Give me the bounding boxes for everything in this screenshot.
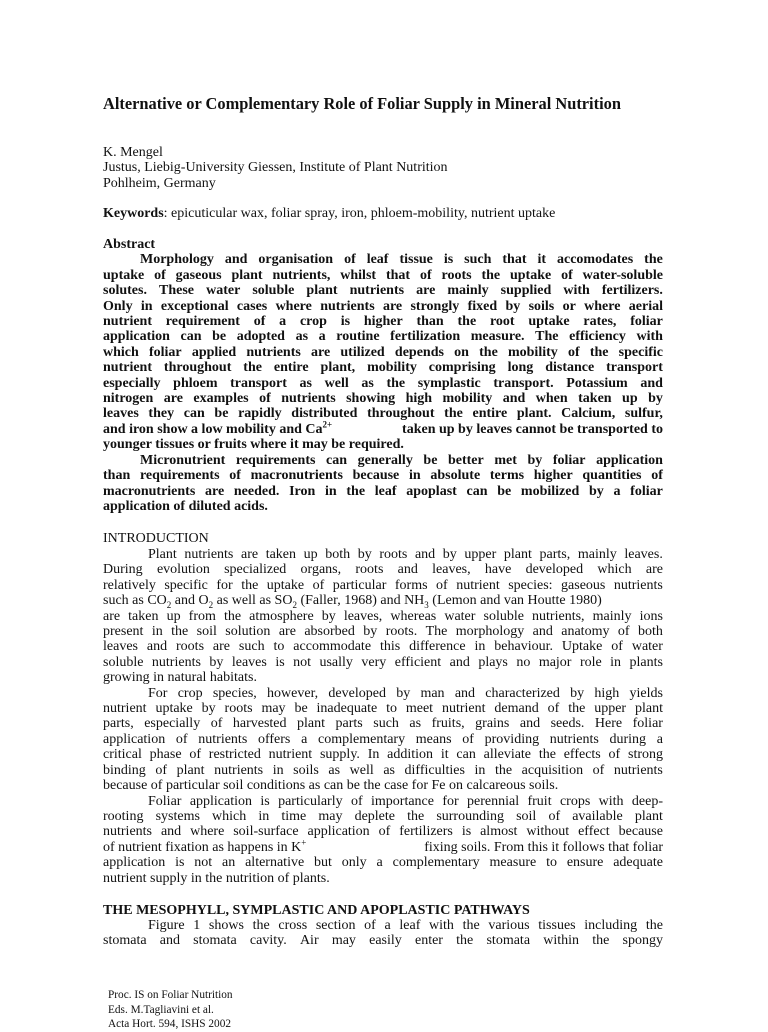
abstract-line: solutes. These water soluble plant nutrients are mainly supplied with fertilizers. <box>103 283 663 299</box>
section2-text <box>103 918 663 949</box>
intro-line: Foliar application is particularly of importance for perennial fruit crops with deep- <box>148 793 663 809</box>
intro-line: relatively specific for the uptake of particular forms of nutrient species: gaseous nutrients <box>103 577 663 593</box>
intro-line: parts, especially of harvested plant parts such as fruits, grains and seeds. Here foliar <box>103 716 663 732</box>
intro-line: nutrient uptake by roots may be inadequate to meet nutrient demand of the upper plant <box>103 701 663 717</box>
intro-line: present in the soil solution are absorbed by roots. The morphology and anatomy of both <box>103 624 663 640</box>
section2-heading: THE MESOPHYLL, SYMPLASTIC AND APOPLASTIC PATHWAYS <box>103 903 530 918</box>
intro-line: application of nutrients offers a complementary means of providing nutrients during a <box>103 731 663 747</box>
intro-line: rooting systems which in time may deplete the surrounding soil of available plant <box>103 808 663 824</box>
abstract-heading: Abstract <box>103 237 156 252</box>
intro-line: During evolution specialized organs, roots and leaves, have developed which are <box>103 562 663 578</box>
introduction-heading: INTRODUCTION <box>103 531 209 546</box>
section2-line: stomata and stomata cavity. Air may easily enter the stomata within the spongy <box>103 933 663 949</box>
author-block <box>103 145 663 191</box>
keywords-line <box>103 206 663 221</box>
section2-line: Figure 1 shows the cross section of a leaf with the various tissues including the <box>148 918 663 933</box>
intro-line: nutrients and where soil-surface application of fertilizers is almost without effect because <box>103 824 663 840</box>
author: K. Mengel <box>103 145 163 160</box>
intro-line-gases: such as $CO_2$ and $O_2$ as well as $SO_2$ (Faller, 1968) and $NH_3$ (Lemon and van Houtte 1980) <box>103 593 602 611</box>
abstract-line: leaves they can be rapidly distributed throughout the entire plant. Calcium, sulfur, <box>103 406 663 422</box>
abstract-line: uptake of gaseous plant nutrients, whilst that of roots the uptake of water-soluble <box>103 267 663 283</box>
abstract-line: macronutrients are needed. Iron in the leaf apoplast can be mobilized by a foliar <box>103 483 663 499</box>
abstract-line: Only in exceptional cases where nutrients are strongly fixed by soils or where aerial <box>103 298 663 314</box>
abstract-line: application can be adopted as a routine fertilization measure. The efficiency with <box>103 329 663 345</box>
abstract-line: nitrogen are examples of nutrients showing high mobility and when taken up by <box>103 391 663 407</box>
intro-line: soluble nutrients by leaves is not usally very efficient and plays no major role in plants <box>103 654 663 670</box>
footer-citation <box>108 988 233 1032</box>
intro-line: leaves and roots are such to accommodate this difference in behaviour. Uptake of water <box>103 639 663 655</box>
abstract-line: Micronutrient requirements can generally be better met by foliar application <box>140 452 663 468</box>
abstract <box>103 237 663 514</box>
intro-line: Plant nutrients are taken up both by roots and by upper plant parts, mainly leaves. <box>148 547 663 562</box>
keywords-text: : epicuticular wax, foliar spray, iron, phloem-mobility, nutrient uptake <box>163 206 556 221</box>
intro-line-potassium: of nutrient fixation as happens in K+ fixing soils. From this it follows that foliar <box>103 837 663 855</box>
footer-line: Eds. M.Tagliavini et al. <box>108 1003 214 1016</box>
intro-line: critical phase of restricted nutrient supply. In addition it can alleviate the effects of strong <box>103 747 663 763</box>
abstract-line: especially phloem transport as well as the symplastic transport. Potassium and <box>103 375 663 391</box>
intro-line: For crop species, however, developed by man and characterized by high yields <box>148 685 663 701</box>
abstract-line: younger tissues or fruits where it may be required. <box>103 437 404 453</box>
intro-line: nutrient supply in the nutrition of plants. <box>103 870 330 886</box>
location: Pohlheim, Germany <box>103 175 216 191</box>
abstract-line: than requirements of macronutrients because in absolute terms higher quantities of <box>103 468 663 484</box>
abstract-line: application of diluted acids. <box>103 498 268 514</box>
paper-title: Alternative or Complementary Role of Foliar Supply in Mineral Nutrition <box>103 94 621 113</box>
abstract-line: nutrient requirement of a crop is higher than the root uptake rates, foliar <box>103 314 663 330</box>
abstract-line: Morphology and organisation of leaf tissue is such that it accomodates the <box>140 252 663 268</box>
introduction <box>103 547 663 886</box>
intro-line: because of particular soil conditions as can be the case for Fe on calcareous soils. <box>103 778 559 794</box>
intro-line: binding of plant nutrients in soils as well as difficulties in the acquisition of nutrients <box>103 762 663 778</box>
intro-line: are taken up from the atmosphere by leaves, whereas water soluble nutrients, mainly ions <box>103 608 663 624</box>
abstract-line: nutrient throughout the entire plant, mobility comprising long distance transport <box>103 360 663 376</box>
intro-line: growing in natural habitats. <box>103 670 257 686</box>
affiliation: Justus, Liebig-University Giessen, Institute of Plant Nutrition <box>103 160 448 176</box>
intro-line: application is not an alternative but only a complementary measure to ensure adequate <box>103 855 663 871</box>
footer-line: Acta Hort. 594, ISHS 2002 <box>108 1018 232 1030</box>
keywords-label: Keywords <box>103 206 164 221</box>
footer-line: Proc. IS on Foliar Nutrition <box>108 989 233 1001</box>
abstract-line: which foliar applied nutrients are utilized depends on the mobility of the specific <box>103 344 663 360</box>
abstract-line-calcium: and iron show a low mobility and $Ca^{2+}$ taken up by leaves cannot be transported to <box>103 419 663 437</box>
